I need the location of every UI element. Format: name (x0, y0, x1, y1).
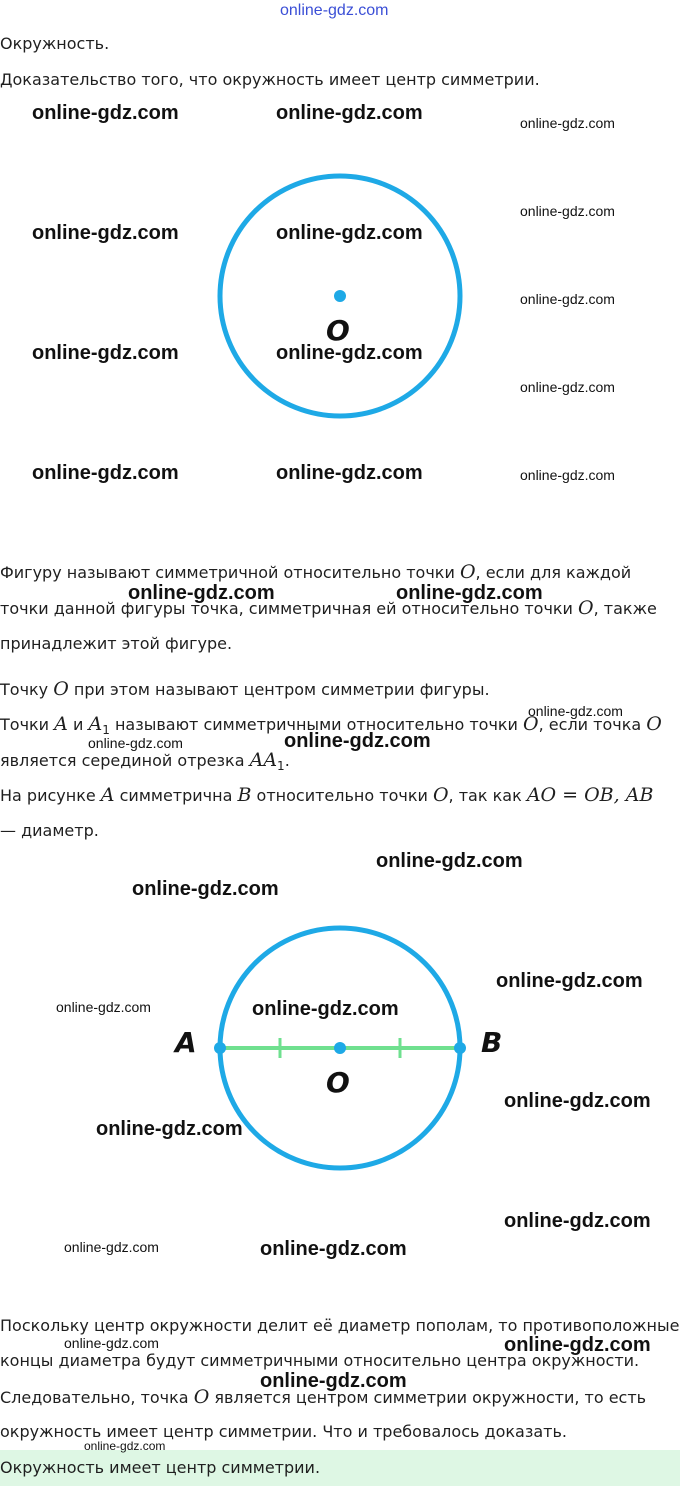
point-b (454, 1042, 466, 1054)
watermark: online-gdz.com (32, 462, 179, 484)
definition-line-1: Фигуру называют симметричной относительно точки O, если для каждой (0, 561, 632, 583)
watermark: online-gdz.com (520, 203, 615, 219)
example-line-1: На рисунке A симметрична B относительно точки O, так как AO = OB, AB (0, 784, 654, 806)
conclusion-line-2: концы диаметра будут симметричными относительно центра окружности. (0, 1351, 640, 1370)
watermark: online-gdz.com (496, 970, 643, 992)
topic-title: Окружность. (0, 34, 110, 53)
watermark: online-gdz.com (504, 1210, 651, 1232)
watermark: online-gdz.com (260, 1238, 407, 1260)
watermark: online-gdz.com (260, 1370, 407, 1392)
watermark: online-gdz.com (376, 850, 523, 872)
watermark: online-gdz.com (520, 379, 615, 395)
point-o (334, 1042, 346, 1054)
watermark: online-gdz.com (504, 1334, 651, 1356)
watermark: online-gdz.com (88, 735, 183, 751)
watermark: online-gdz.com (276, 222, 423, 244)
definition-line-2: точки данной фигуры точка, симметричная ей относительно точки O, также (0, 597, 657, 619)
watermark: online-gdz.com (284, 730, 431, 752)
watermark: online-gdz.com (396, 582, 543, 604)
definition-line-3: принадлежит этой фигуре. (0, 634, 233, 653)
center-definition: Точку O при этом называют центром симметрии фигуры. (0, 678, 490, 700)
center-point (334, 290, 346, 302)
symmetric-points-line-1: Точки A и $A_1$ называют симметричными относительно точки O, если точка O (0, 713, 662, 738)
conclusion-line-4: окружность имеет центр симметрии. Что и требовалось доказать. (0, 1422, 567, 1441)
watermark: online-gdz.com (128, 582, 275, 604)
watermark: online-gdz.com (56, 999, 151, 1015)
top-site-watermark: online-gdz.com (280, 2, 389, 19)
watermark: online-gdz.com (96, 1118, 243, 1140)
answer-box: Окружность имеет центр симметрии. (0, 1450, 680, 1486)
watermark: online-gdz.com (276, 102, 423, 124)
symmetric-points-line-2: является серединой отрезка $AA_1$. (0, 749, 290, 774)
watermark: online-gdz.com (64, 1335, 159, 1351)
diameter-figure (0, 920, 680, 1180)
task-title: Доказательство того, что окружность имеет центр симметрии. (0, 70, 540, 89)
watermark: online-gdz.com (32, 102, 179, 124)
center-label: O (326, 314, 350, 347)
watermark: online-gdz.com (276, 342, 423, 364)
watermark: online-gdz.com (252, 998, 399, 1020)
watermark: online-gdz.com (84, 1439, 166, 1453)
conclusion-line-3: Следовательно, точка O является центром симметрии окружности, то есть (0, 1386, 647, 1408)
watermark: online-gdz.com (32, 342, 179, 364)
conclusion-line-1: Поскольку центр окружности делит её диаметр пополам, то противоположные (0, 1316, 680, 1335)
label-o: O (326, 1066, 350, 1099)
label-b: B (481, 1026, 503, 1059)
example-line-2: — диаметр. (0, 821, 99, 840)
watermark: online-gdz.com (520, 291, 615, 307)
watermark: online-gdz.com (504, 1090, 651, 1112)
watermark: online-gdz.com (276, 462, 423, 484)
watermark: online-gdz.com (32, 222, 179, 244)
point-a (214, 1042, 226, 1054)
watermark: online-gdz.com (520, 115, 615, 131)
watermark: online-gdz.com (528, 703, 623, 719)
label-a: A (175, 1026, 197, 1059)
watermark: online-gdz.com (520, 467, 615, 483)
watermark: online-gdz.com (64, 1239, 159, 1255)
watermark: online-gdz.com (132, 878, 279, 900)
